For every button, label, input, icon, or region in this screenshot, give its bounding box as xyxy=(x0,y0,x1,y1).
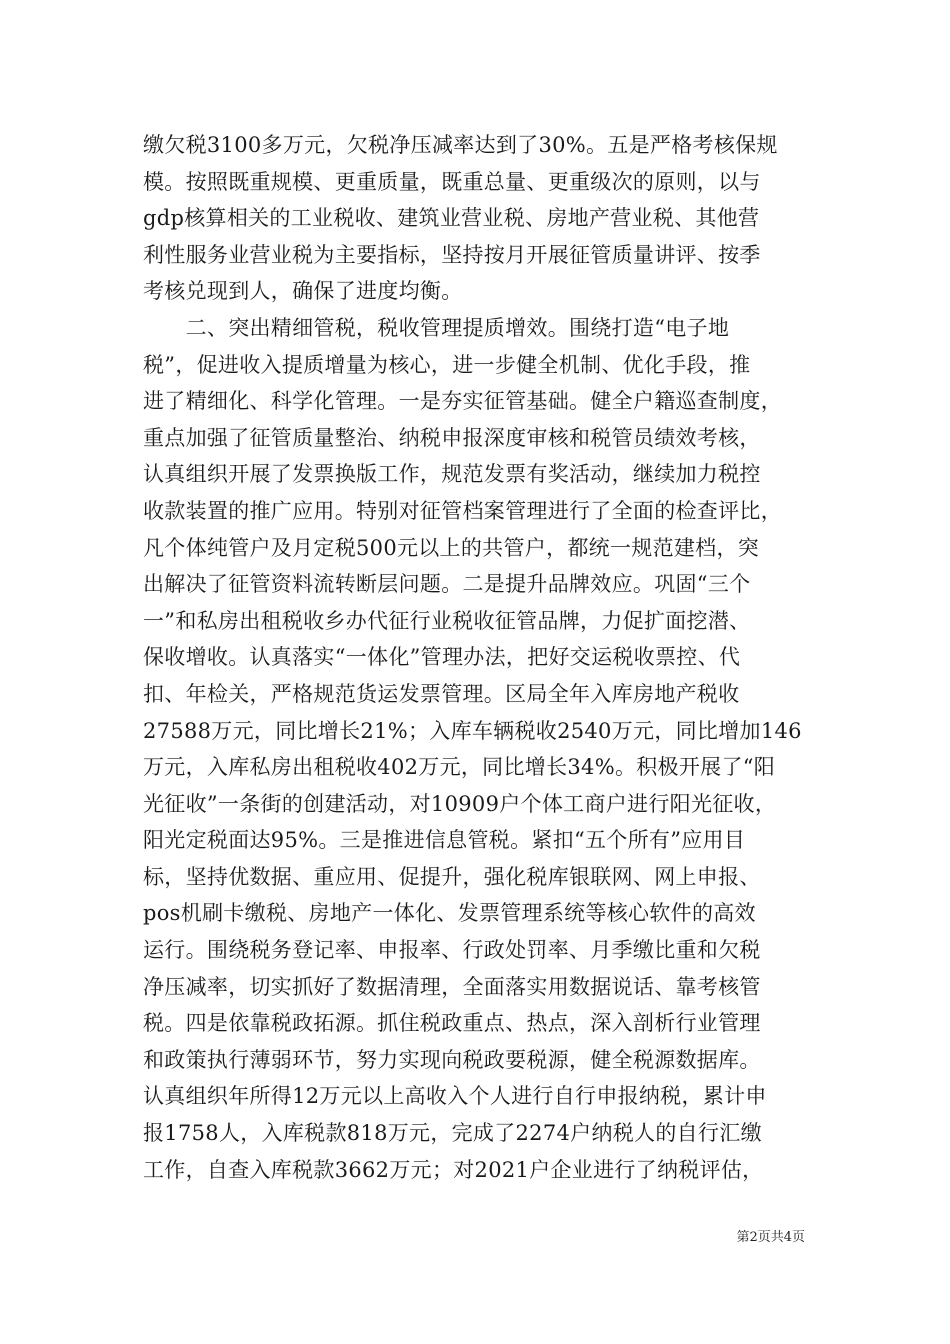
text-line: 税”，促进收入提质增量为核心，进一步健全机制、优化手段，推 xyxy=(143,352,751,377)
text-line: 重点加强了征管质量整治、纳税申报深度审核和税管员绩效考核， xyxy=(143,425,761,450)
text-line: 扣、年检关，严格规范货运发票管理。区局全年入库房地产税收 xyxy=(143,681,740,706)
text-line: 利性服务业营业税为主要指标，坚持按月开展征管质量讲评、按季 xyxy=(143,242,761,267)
text-line: 和政策执行薄弱环节，努力实现向税政要税源，健全税源数据库。 xyxy=(143,1047,761,1072)
text-line: 净压减率，切实抓好了数据清理，全面落实用数据说话、靠考核管 xyxy=(143,974,761,999)
text-line: 27588万元，同比增长21%；入库车辆税收2540万元，同比增加146 xyxy=(143,718,802,743)
text-line: 保收增收。认真落实“一体化”管理办法，把好交运税收票控、代 xyxy=(143,645,741,670)
text-line: 模。按照既重规模、更重质量，既重总量、更重级次的原则，以与 xyxy=(143,169,761,194)
text-line: 工作，自查入库税款3662万元；对2021户企业进行了纳税评估， xyxy=(143,1157,764,1182)
text-line: 一”和私房出租税收乡办代征行业税收征管品牌，力促扩面挖潜、 xyxy=(143,608,751,633)
text-line: 认真组织年所得12万元以上高收入个人进行自行申报纳税，累计申 xyxy=(143,1084,767,1109)
text-line: 报1758人，入库税款818万元，完成了2274户纳税人的自行汇缴 xyxy=(143,1121,762,1146)
text-line: 考核兑现到人，确保了进度均衡。 xyxy=(143,279,463,304)
page-number: 第2页共4页 xyxy=(736,1230,805,1245)
text-line: 二、突出精细管税，税收管理提质增效。围绕打造“电子地 xyxy=(143,315,730,340)
text-line: 认真组织开展了发票换版工作，规范发票有奖活动，继续加力税控 xyxy=(143,462,761,487)
text-line: 凡个体纯管户及月定税500元以上的共管户，都统一规范建档，突 xyxy=(143,535,760,560)
text-line: 万元，入库私房出租税收402万元，同比增长34%。积极开展了“阳 xyxy=(143,755,776,780)
body-text xyxy=(143,127,815,1188)
text-line: 出解决了征管资料流转断层问题。二是提升品牌效应。巩固“三个 xyxy=(143,572,751,597)
text-line: 收款装置的推广应用。特别对征管档案管理进行了全面的检查评比， xyxy=(143,498,782,523)
text-line: 运行。围绕税务登记率、申报率、行政处罚率、月季缴比重和欠税 xyxy=(143,938,761,963)
text-line: 缴欠税3100多万元，欠税净压减率达到了30%。五是严格考核保规 xyxy=(143,133,778,157)
text-line: 进了精细化、科学化管理。一是夯实征管基础。健全户籍巡查制度， xyxy=(143,389,782,414)
text-line: gdp核算相关的工业税收、建筑业营业税、房地产营业税、其他营 xyxy=(143,206,760,231)
text-line: 税。四是依靠税政拓源。抓住税政重点、热点，深入剖析行业管理 xyxy=(143,1011,761,1036)
text-line: pos机刷卡缴税、房地产一体化、发票管理系统等核心软件的高效 xyxy=(143,901,756,926)
text-line: 光征收”一条街的创建活动，对10909户个体工商户进行阳光征收， xyxy=(143,791,777,816)
text-line: 标，坚持优数据、重应用、促提升，强化税库银联网、网上申报、 xyxy=(143,864,761,889)
text-line: 阳光定税面达95%。三是推进信息管税。紧扣“五个所有”应用目 xyxy=(143,828,746,853)
